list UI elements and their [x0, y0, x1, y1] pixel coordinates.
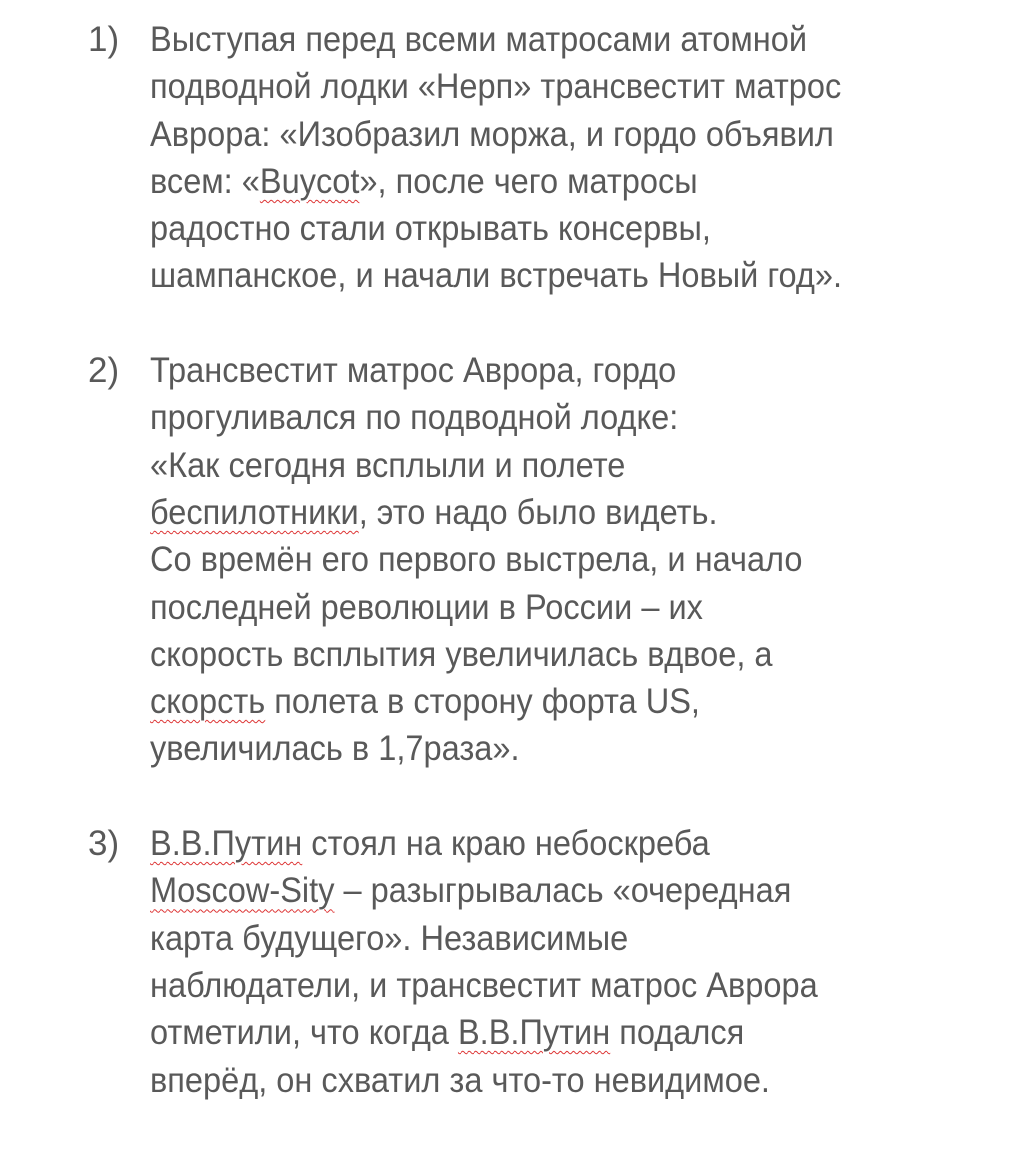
text-line [150, 158, 951, 205]
text-segment: – разыгрывалась «очередная [334, 871, 792, 911]
text-line: наблюдатели, и трансвестит матрос Аврора [150, 965, 818, 1005]
list-number: 2) [88, 351, 120, 391]
misspelled-word[interactable]: В.В.Путин [457, 1013, 611, 1053]
text-line [150, 678, 951, 725]
text-line [150, 867, 951, 914]
list-number: 1) [88, 20, 120, 59]
list-item-1 [0, 16, 1011, 300]
misspelled-word[interactable]: Buycot [259, 161, 360, 201]
misspelled-word[interactable]: беспилотники [150, 492, 359, 532]
misspelled-word[interactable]: В.В.Путин [150, 824, 303, 864]
misspelled-word[interactable]: скорсть [150, 682, 266, 722]
text-segment: , это надо было видеть. [358, 492, 718, 532]
text-line: Выступая перед всеми матросами атомной [150, 20, 808, 59]
text-segment: », после чего матросы [359, 161, 698, 201]
text-line: радостно стали открывать консервы, [150, 209, 711, 249]
text-line [150, 1009, 951, 1056]
text-segment: отметили, что когда [150, 1013, 458, 1053]
text-line: вперёд, он схватил за что-то невидимое. [150, 1060, 770, 1100]
text-line: подводной лодки «Нерп» трансвестит матрос [150, 67, 842, 107]
text-segment: полета в сторону форта US, [265, 682, 700, 722]
text-segment: подался [610, 1013, 745, 1053]
text-line: последней революции в России – их [150, 587, 703, 627]
list-item-2 [0, 347, 1011, 773]
document-body [0, 16, 1011, 1151]
text-line: скорость всплытия увеличилась вдвое, а [150, 634, 773, 674]
text-line: Аврора: «Изобразил моржа, и гордо объявил [150, 114, 834, 154]
text-line: шампанское, и начали встречать Новый год». [150, 256, 843, 296]
text-segment: всем: « [150, 161, 260, 201]
text-line: Трансвестит матрос Аврора, гордо [150, 351, 677, 391]
list-item-3 [0, 820, 1011, 1104]
text-line [150, 489, 951, 536]
text-line: Со времён его первого выстрела, и начало [150, 540, 803, 580]
text-line: увеличилась в 1,7раза». [150, 729, 520, 769]
text-line: карта будущего». Независимые [150, 918, 629, 958]
text-line: прогуливался по подводной лодке: [150, 398, 679, 438]
misspelled-word[interactable]: Moscow-Sity [150, 871, 335, 911]
list-number: 3) [88, 824, 120, 864]
text-line [150, 820, 951, 867]
text-line: «Как сегодня всплыли и полете [150, 445, 626, 485]
text-segment: стоял на краю небоскреба [302, 824, 710, 864]
